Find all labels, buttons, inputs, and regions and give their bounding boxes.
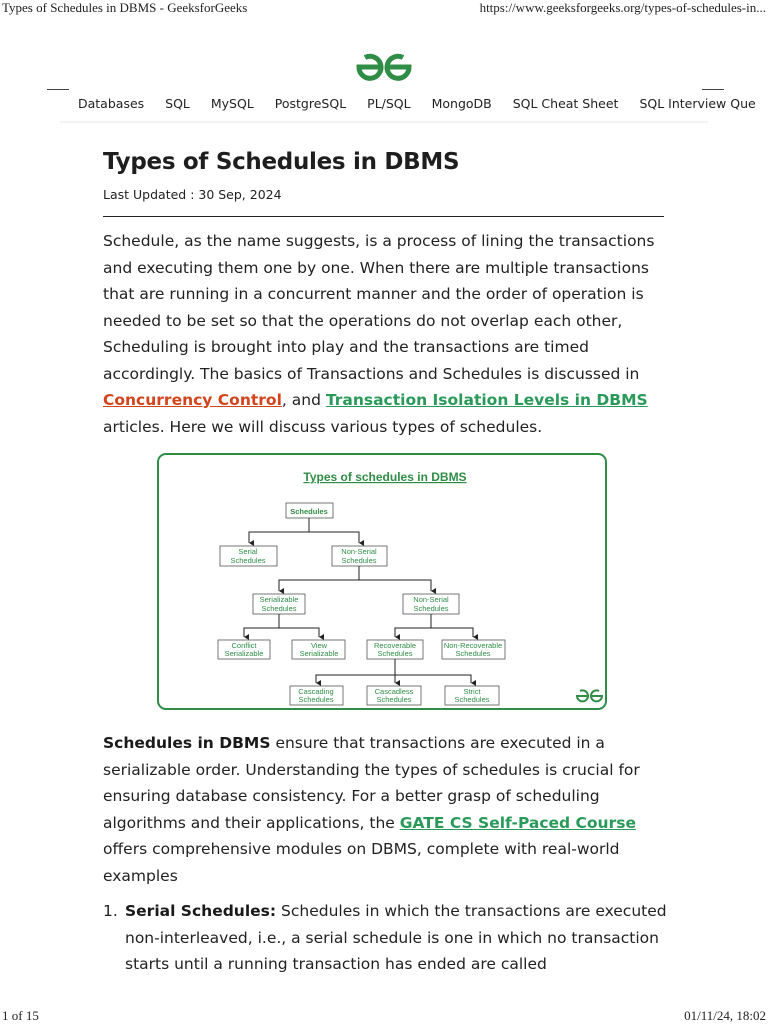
menu-line-right <box>702 89 724 90</box>
node-recoverable-label-1: Recoverable <box>373 641 417 650</box>
print-header-title: Types of Schedules in DBMS - GeeksforGeeks <box>2 0 248 15</box>
isolation-levels-link[interactable]: Transaction Isolation Levels in DBMS <box>325 391 648 409</box>
gfg-watermark-icon <box>577 690 602 701</box>
schedule-types-diagram <box>157 453 607 710</box>
node-schedules-label: Schedules <box>290 507 328 516</box>
schedules-in-dbms-bold: Schedules in DBMS <box>103 734 271 752</box>
node-conflict-label-1: Conflict <box>231 641 257 650</box>
nav-item-mysql[interactable]: MySQL <box>210 96 254 111</box>
nav-item-plsql[interactable]: PL/SQL <box>367 96 411 111</box>
node-cascading-label-2: Schedules <box>298 695 334 704</box>
node-recoverable-label-2: Schedules <box>377 649 413 658</box>
node-non-serial-label-1: Non-Serial <box>341 547 377 556</box>
title-divider <box>103 216 664 217</box>
schedules-paragraph <box>103 730 667 889</box>
list-item-number: 1. <box>103 902 118 920</box>
intro-paragraph <box>103 228 667 440</box>
diagram-title: Types of schedules in DBMS <box>303 470 467 484</box>
print-footer-datetime: 01/11/24, 18:02 <box>684 1008 766 1023</box>
nav-item-sql[interactable]: SQL <box>165 96 190 111</box>
node-non-serial-2-label-1: Non-Serial <box>413 595 449 604</box>
nav-item-mongodb[interactable]: MongoDB <box>431 96 492 111</box>
node-strict-label-1: Strict <box>463 687 481 696</box>
node-serializable-label-2: Schedules <box>261 604 297 613</box>
node-cascadless-label-1: Cascadless <box>374 687 414 696</box>
print-footer <box>0 1008 768 1026</box>
print-footer-page: 1 of 15 <box>2 1008 39 1023</box>
node-serializable-label-1: Serializable <box>259 595 299 604</box>
nav-item-sql-interview[interactable]: SQL Interview Que <box>639 96 756 111</box>
serial-schedules-bold: Serial Schedules: <box>125 902 277 920</box>
gate-cs-course-link[interactable]: GATE CS Self-Paced Course <box>399 813 636 832</box>
top-nav <box>78 96 756 114</box>
print-header-url: https://www.geeksforgeeks.org/types-of-schedules-in... <box>479 0 766 15</box>
print-header <box>0 0 768 18</box>
node-serial-label-1: Serial <box>238 547 258 556</box>
gfg-logo-icon[interactable] <box>353 50 415 84</box>
list-item-text <box>125 898 667 978</box>
intro-end-text: articles. Here we will discuss various types of schedules. <box>103 417 543 436</box>
serial-schedules-text: Schedules in which the transactions are executed non-interleaved, i.e., a serial schedule is one in which no transaction starts until a running transaction has ended are called <box>125 902 667 973</box>
nav-divider <box>60 121 708 124</box>
nav-item-databases[interactable]: Databases <box>78 96 145 111</box>
node-cascadless-label-2: Schedules <box>376 695 412 704</box>
and-text: , and <box>281 391 321 409</box>
node-non-serial-label-2: Schedules <box>341 556 377 565</box>
node-non-recoverable-label-2: Schedules <box>455 649 491 658</box>
node-non-serial-2-label-2: Schedules <box>413 604 449 613</box>
schedules-paragraph-text: ensure that transactions are executed in a serializable order. Understanding the types of schedules is crucial for ensuring database consistency. For a better grasp of scheduling algorithms and their applications, the <box>103 734 640 832</box>
schedules-paragraph-end: offers comprehensive modules on DBMS, complete with real-world examples <box>103 840 620 885</box>
last-updated: Last Updated : 30 Sep, 2024 <box>103 187 282 202</box>
node-view-label-2: Serializable <box>299 649 339 658</box>
node-conflict-label-2: Serializable <box>224 649 264 658</box>
nav-item-sql-cheat-sheet[interactable]: SQL Cheat Sheet <box>512 96 619 111</box>
node-non-recoverable-label-1: Non-Recoverable <box>443 641 503 650</box>
node-cascading-label-1: Cascading <box>298 687 334 696</box>
concurrency-control-link[interactable]: Concurrency Control <box>103 391 282 409</box>
node-view-label-1: View <box>310 641 328 650</box>
menu-line-left <box>47 89 69 90</box>
node-strict-label-2: Schedules <box>454 695 490 704</box>
node-serial-label-2: Schedules <box>230 556 266 565</box>
page-title: Types of Schedules in DBMS <box>103 149 460 175</box>
list-item <box>103 898 667 978</box>
nav-item-postgresql[interactable]: PostgreSQL <box>274 96 347 111</box>
intro-text: Schedule, as the name suggests, is a process of lining the transactions and executing them one by one. When there are multiple transactions that are running in a concurrent manner and the order of operation is needed to be set so that the operations do not overlap each other, Scheduling is brought into play and the transactions are timed accordingly. The basics of Transactions and Schedules is discussed in <box>103 232 655 383</box>
